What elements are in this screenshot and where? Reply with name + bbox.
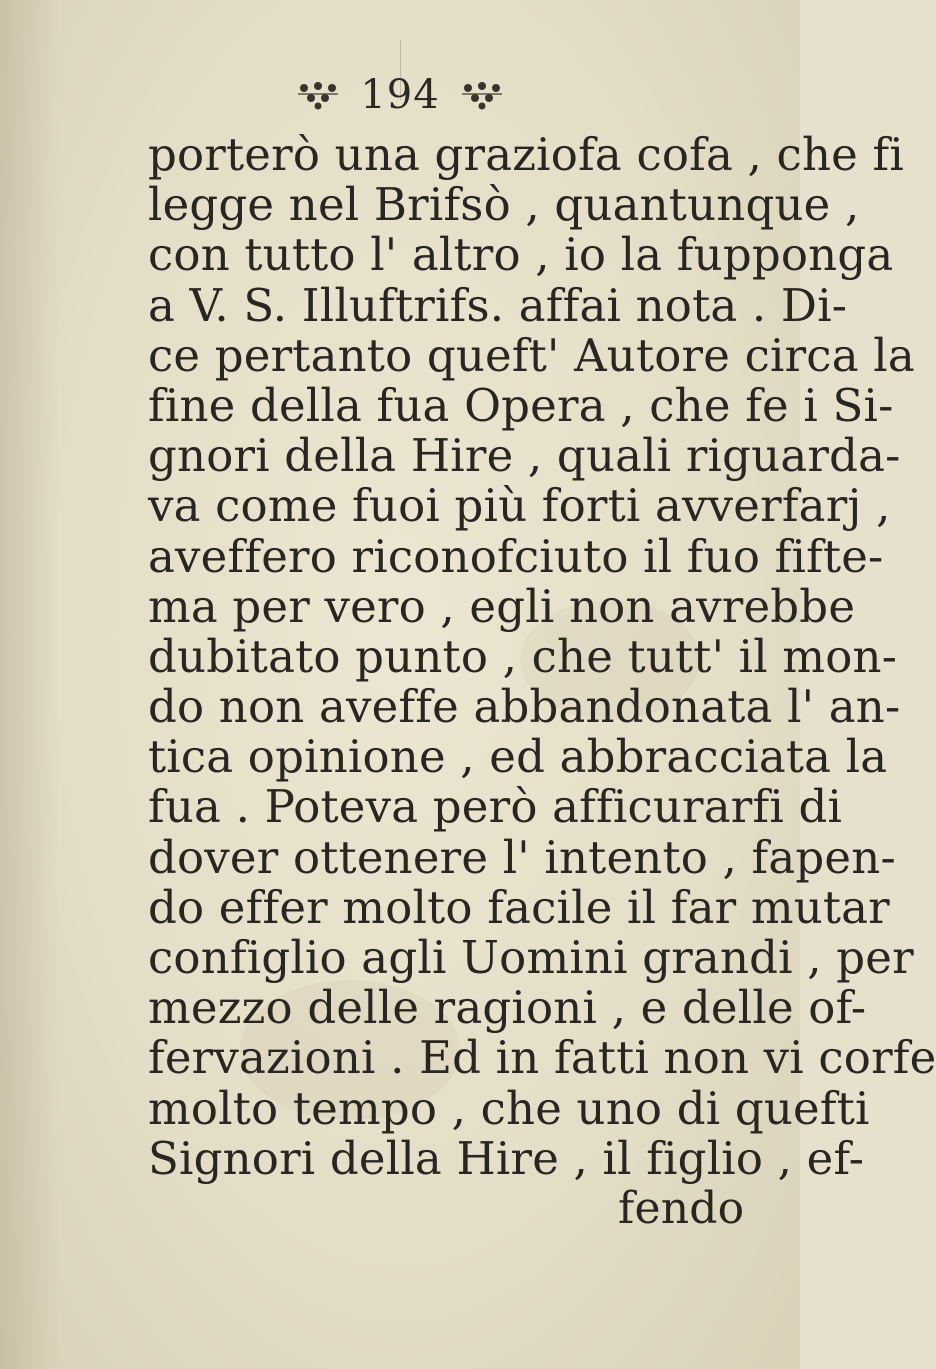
text-line: con tutto l' altro , io la fupponga	[148, 228, 894, 282]
text-line: molto tempo , che uno di quefti	[148, 1081, 870, 1135]
catchword: fendo	[618, 1182, 745, 1234]
printer-ornament-left-icon	[294, 78, 342, 112]
body-text	[148, 128, 936, 1234]
text-line: ce pertanto queft' Autore circa la	[148, 328, 915, 382]
printer-ornament-right-icon	[458, 78, 506, 112]
text-line: gnori della Hire , quali riguarda-	[148, 429, 901, 483]
text-line: fua . Poteva però afficurarfi di	[148, 780, 843, 834]
text-line: configlio agli Uomini grandi , per	[148, 931, 914, 984]
text-line: a V. S. Illuftrifs. affai nota . Di-	[148, 278, 848, 332]
page-number: 194	[360, 72, 440, 118]
text-line: dubitato punto , che tutt' il mon-	[148, 629, 898, 683]
text-line: legge nel Brifsò , quantunque ,	[148, 178, 860, 232]
text-line: do non aveffe abbandonata l' an-	[148, 680, 901, 734]
text-line: aveffero riconofciuto il fuo fifte-	[148, 529, 884, 583]
text-line: porterò una graziofa cofa , che fi	[148, 128, 904, 181]
text-line: ma per vero , egli non avrebbe	[148, 579, 856, 633]
text-line: dover ottenere l' intento , fapen-	[148, 830, 896, 884]
text-line: do effer molto facile il far mutar	[148, 880, 890, 934]
text-line: fine della fua Opera , che fe i Si-	[148, 378, 894, 432]
text-line: tica opinione , ed abbracciata la	[148, 730, 888, 784]
gutter-shadow	[0, 0, 60, 1369]
text-line: va come fuoi più forti avverfarj ,	[148, 479, 891, 533]
text-line: mezzo delle ragioni , e delle of-	[148, 981, 867, 1035]
page-header	[0, 72, 800, 118]
text-line: Signori della Hire , il figlio , ef-	[148, 1131, 865, 1185]
text-line: fervazioni . Ed in fatti non vi corfe	[148, 1031, 936, 1085]
